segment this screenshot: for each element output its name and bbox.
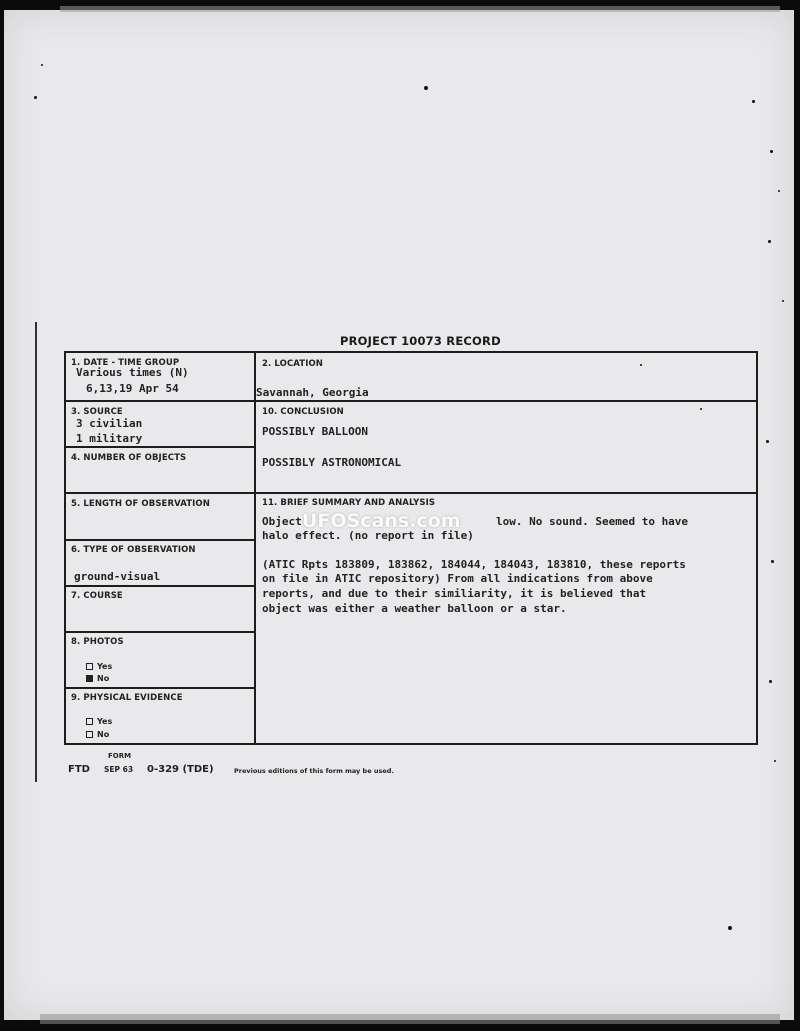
row-divider [254,492,758,494]
location-label: 2. LOCATION [262,359,323,369]
row-divider [66,631,256,633]
summary-line1-end: low. No sound. Seemed to have [496,515,689,528]
source-label: 3. SOURCE [71,407,123,417]
photos-no-option [86,674,109,683]
number-of-objects-label: 4. NUMBER OF OBJECTS [71,453,187,463]
row-divider [254,400,758,402]
summary-line5: reports, and due to their similiarity, it is believed that [262,587,647,600]
speck [778,190,780,192]
date-time-group-line2: 6,13,19 Apr 54 [86,382,179,395]
footer-note: Previous editions of this form may be used. [234,767,394,775]
physical-evidence-no-label: No [97,730,110,739]
speck [766,440,769,443]
checkbox-checked-icon [86,675,93,682]
speck [774,760,776,762]
physical-evidence-yes-label: Yes [97,717,113,726]
course-label: 7. COURSE [71,591,123,601]
record-form [64,351,758,745]
margin-line [35,322,37,782]
photos-yes-label: Yes [97,662,113,671]
speck [768,240,771,243]
type-of-observation-label: 6. TYPE OF OBSERVATION [71,545,196,555]
physical-evidence-yes-option [86,717,112,726]
photos-no-label: No [97,674,110,683]
speck [752,100,755,103]
summary-line3: (ATIC Rpts 183809, 183862, 184044, 184043, 183810, these reports [262,558,686,571]
scan-edge-bottom [40,1014,780,1024]
row-divider [66,492,256,494]
checkbox-icon [86,663,93,670]
row-divider [66,446,256,448]
row-divider [66,687,256,689]
form-title: PROJECT 10073 RECORD [340,334,501,348]
physical-evidence-label: 9. PHYSICAL EVIDENCE [71,693,183,703]
source-line2: 1 military [76,432,143,445]
row-divider [66,400,256,402]
summary-line2: halo effect. (no report in file) [262,529,474,542]
speck [771,560,774,563]
length-of-observation-label: 5. LENGTH OF OBSERVATION [71,499,210,509]
summary-line4: on file in ATIC repository) From all indications from above [262,572,653,585]
scan-edge-top [60,6,780,12]
row-divider [66,539,256,541]
conclusion-label: 10. CONCLUSION [262,407,344,417]
photos-label: 8. PHOTOS [71,637,124,647]
column-divider [254,353,256,743]
summary-line6: object was either a weather balloon or a star. [262,602,567,615]
row-divider [66,585,256,587]
conclusion-line1: POSSIBLY BALLOON [262,425,368,438]
physical-evidence-no-option [86,730,109,739]
footer-ftd: FTD [68,764,90,775]
speck [728,926,732,930]
footer-form-number: 0-329 (TDE) [147,764,214,775]
speck [782,300,784,302]
photos-yes-option [86,662,112,671]
checkbox-icon [86,731,93,738]
footer-date: SEP 63 [104,765,134,774]
location-value: Savannah, Georgia [256,386,369,399]
speck [424,86,428,90]
watermark: UFOScans.com [302,510,461,532]
source-line1: 3 civilian [76,417,143,430]
speck [41,64,43,66]
speck [769,680,772,683]
summary-label: 11. BRIEF SUMMARY AND ANALYSIS [262,498,436,508]
date-time-group-line1: Various times (N) [76,366,189,379]
summary-line1-start: Object [262,515,302,528]
type-of-observation-value: ground-visual [74,570,161,583]
conclusion-line2: POSSIBLY ASTRONOMICAL [262,456,402,469]
checkbox-icon [86,718,93,725]
speck [34,96,37,99]
footer-form-word: FORM [108,752,132,760]
speck [770,150,773,153]
date-time-group-label: 1. DATE - TIME GROUP [71,358,180,368]
